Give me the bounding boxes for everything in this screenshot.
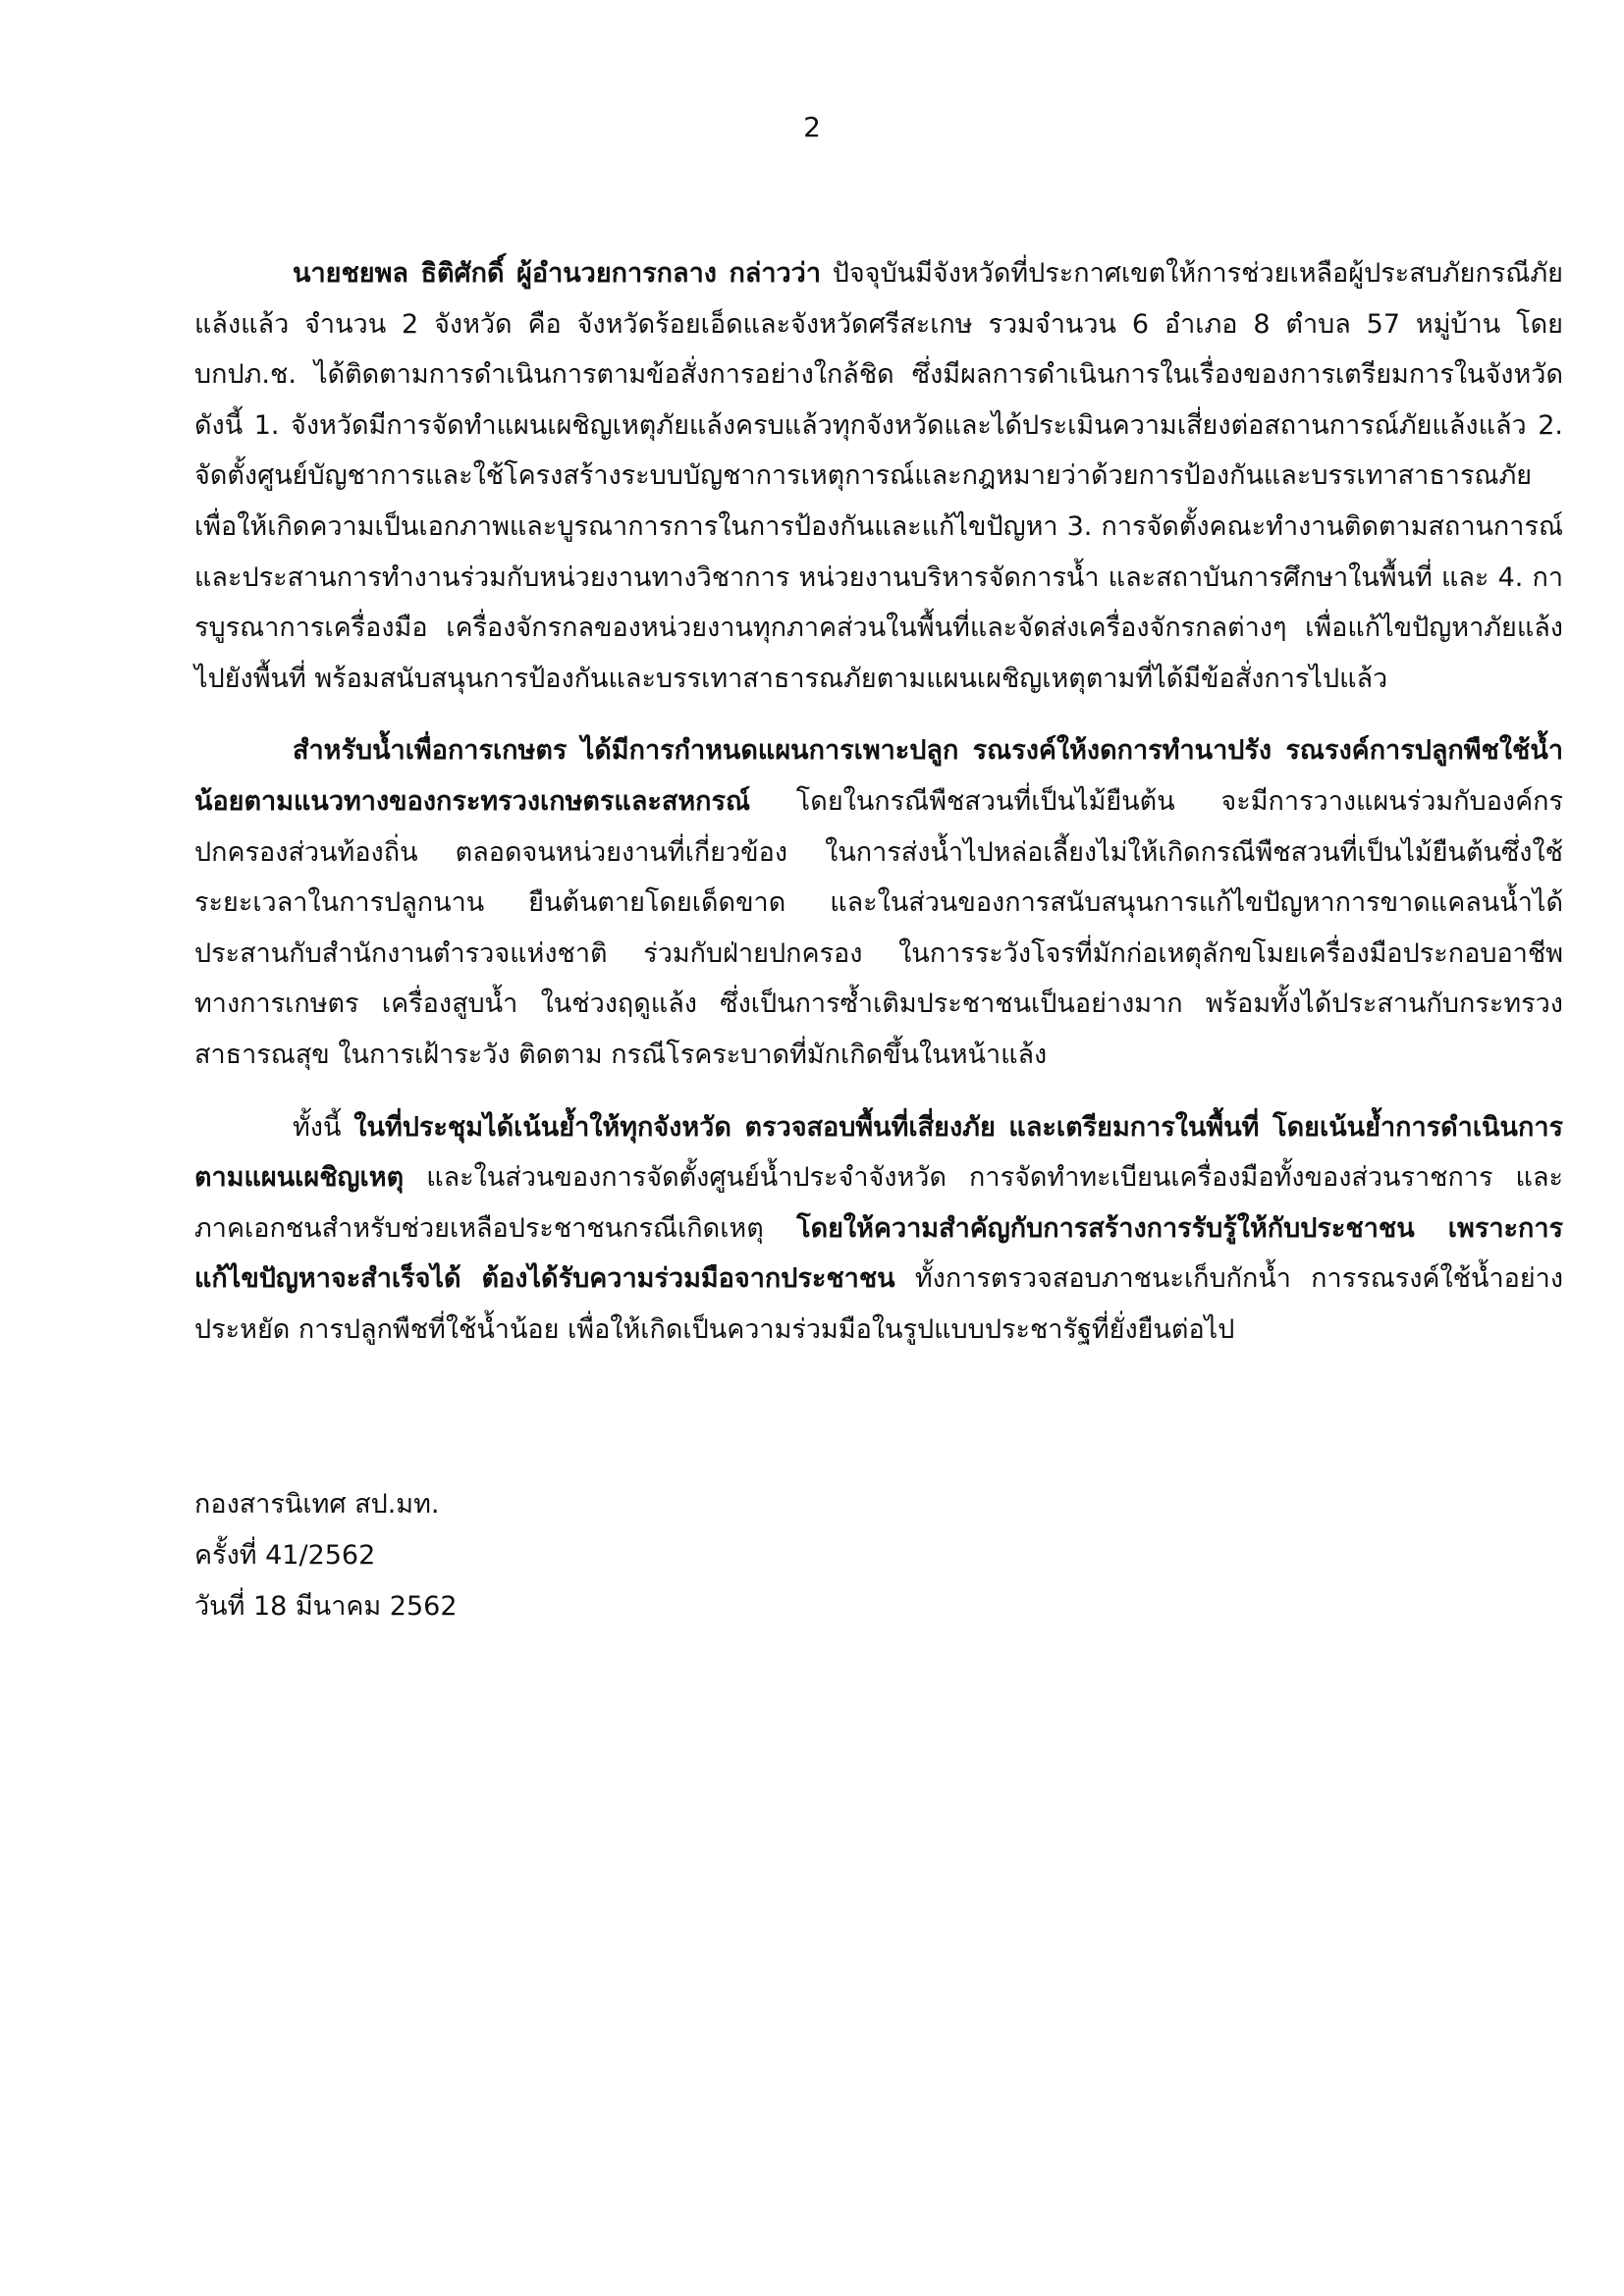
paragraph-segment: ปัจจุบันมีจังหวัดที่ประกาศเขตให้การช่วยเหลือผู้ประสบภัยกรณีภัยแล้งแล้ว จำนวน 2 จังหวัด คือ จังหวัดร้อยเอ็ดและจังหวัดศรีสะเกษ รวมจำนวน 6 อำเภอ 8 ตำบล 57 หมู่บ้าน โดย บกปภ.ช. ได้ติดตามการดำเนินการตามข้อสั่งการอย่างใกล้ชิด ซึ่งมีผลการดำเนินการในเรื่องของการเตรียมการในจังหวัด ดังนี้ 1. จังหวัดมีการจัดทำแผนเผชิญเหตุภัยแล้งครบแล้วทุกจังหวัดและได้ประเมินความเสี่ยงต่อสถานการณ์ภัยแล้งแล้ว 2. จัดตั้งศูนย์บัญชาการและใช้โครงสร้างระบบบัญชาการเหตุการณ์และกฎหมายว่าด้วยการป้องกันและบรรเทาสาธารณภัยเพื่อให้เกิดความเป็นเอกภาพและบูรณาการการในการป้องกันและแก้ไขปัญหา 3. การจัดตั้งคณะทำงานติดตามสถานการณ์และประสานการทำงานร่วมกับหน่วยงานทางวิชาการ หน่วยงานบริหารจัดการน้ำ และสถาบันการศึกษาในพื้นที่ และ 4. การบูรณาการเครื่องมือ เครื่องจักรกลของหน่วยงานทุกภาคส่วนในพื้นที่และจัดส่งเครื่องจักรกลต่างๆ เพื่อแก้ไขปัญหาภัยแล้งไปยังพื้นที่ พร้อมสนับสนุนการป้องกันและบรรเทาสาธารณภัยตามแผนเผชิญเหตุตามที่ได้มีข้อสั่งการไปแล้ว — [194, 258, 1563, 694]
paragraph-segment: นายชยพล ธิติศักดิ์ ผู้อำนวยการกลาง กล่าวว่า — [293, 258, 821, 289]
paragraph-segment: ทั้งนี้ — [293, 1111, 354, 1143]
page-number: 2 — [803, 111, 821, 143]
paragraph-segment: โดยให้ความสำคัญกับการสร้างการรับรู้ให้กับประชาชน เพราะการแก้ไขปัญหาจะสำเร็จได้ ต้องได้รับความร่วมมือจากประชาชน — [194, 1212, 1563, 1295]
paragraph — [194, 725, 1563, 1080]
paragraph — [194, 1102, 1563, 1356]
document-body — [194, 248, 1563, 1355]
paragraph-segment: สำหรับน้ำเพื่อการเกษตร ได้มีการกำหนดแผนการเพาะปลูก รณรงค์ให้งดการทำนาปรัง รณรงค์การปลูกพืชใช้น้ำน้อยตามแนวทางของกระทรวงเกษตรและสหกรณ์ — [194, 735, 1563, 817]
paragraph — [194, 248, 1563, 704]
footer-date: วันที่ 18 มีนาคม 2562 — [194, 1591, 458, 1622]
paragraph-segment: ทั้งการตรวจสอบภาชนะเก็บกักน้ำ การรณรงค์ใช้น้ำอย่างประหยัด การปลูกพืชที่ใช้น้ำน้อย เพื่อให้เกิดเป็นความร่วมมือในรูปแบบประชารัฐที่ยั่งยืนต่อไป — [194, 1263, 1563, 1345]
paragraph-segment: โดยในกรณีพืชสวนที่เป็นไม้ยืนต้น จะมีการวางแผนร่วมกับองค์กรปกครองส่วนท้องถิ่น ตลอดจนหน่วยงานที่เกี่ยวข้อง ในการส่งน้ำไปหล่อเลี้ยงไม่ให้เกิดกรณีพืชสวนที่เป็นไม้ยืนต้นซึ่งใช้ระยะเวลาในการปลูกนาน ยืนต้นตายโดยเด็ดขาด และในส่วนของการสนับสนุนการแก้ไขปัญหาการขาดแคลนน้ำได้ประสานกับสำนักงานตำรวจแห่งชาติ ร่วมกับฝ่ายปกครอง ในการระวังโจรที่มักก่อเหตุลักขโมยเครื่องมือประกอบอาชีพทางการเกษตร เครื่องสูบน้ำ ในช่วงฤดูแล้ง ซึ่งเป็นการซ้ำเติมประชาชนเป็นอย่างมาก พร้อมทั้งได้ประสานกับกระทรวงสาธารณสุข ในการเฝ้าระวัง ติดตาม กรณีโรคระบาดที่มักเกิดขึ้นในหน้าแล้ง — [194, 785, 1563, 1070]
footer-issue-number: ครั้งที่ 41/2562 — [194, 1540, 376, 1571]
footer-department: กองสารนิเทศ สป.มท. — [194, 1489, 440, 1520]
paragraph-segment: และในส่วนของการจัดตั้งศูนย์น้ำประจำจังหวัด การจัดทำทะเบียนเครื่องมือทั้งของส่วนราชการ และภาคเอกชนสำหรับช่วยเหลือประชาชนกรณีเกิดเหตุ — [194, 1162, 1563, 1244]
document-footer — [194, 1479, 458, 1632]
paragraph-segment: ในที่ประชุมได้เน้นย้ำให้ทุกจังหวัด ตรวจสอบพื้นที่เสี่ยงภัย และเตรียมการในพื้นที่ โดยเน้นย้ำการดำเนินการตามแผนเผชิญเหตุ — [194, 1111, 1563, 1194]
